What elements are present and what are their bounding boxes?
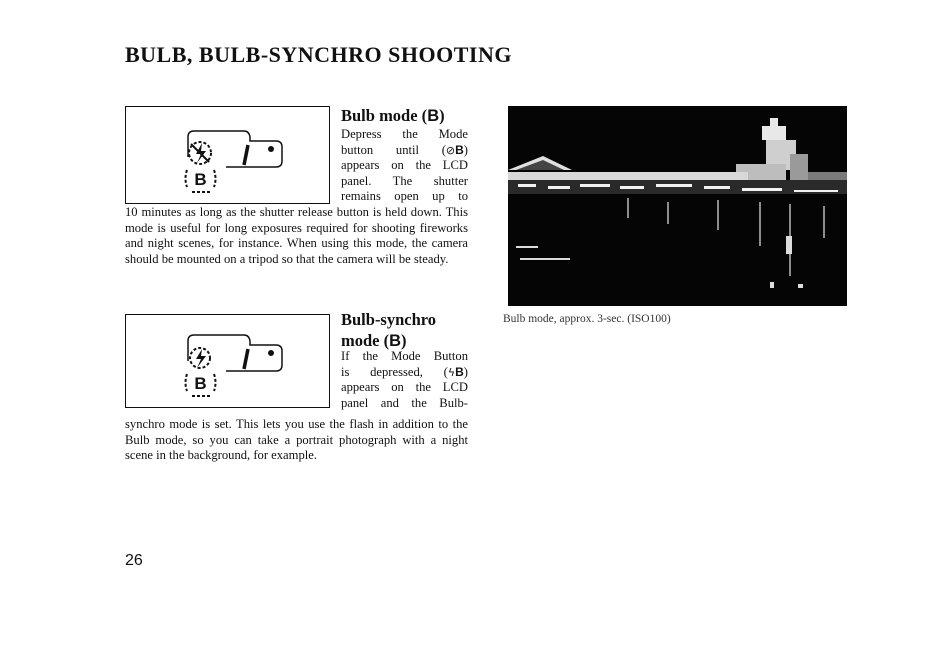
page-number: 26 (125, 552, 143, 569)
text-line: panel and the Bulb- (341, 395, 468, 410)
photo-caption: Bulb mode, approx. 3-sec. (ISO100) (503, 313, 671, 325)
flash-off-icon (189, 142, 211, 164)
lcd-panel-bulb (125, 106, 330, 204)
bulb-synchro-description: synchro mode is set. This lets you use the flash in addition to the Bulb mode, so you can take a portrait photograph with a night scene in the background, for example. (125, 417, 468, 463)
lcd-b-label: B (194, 374, 207, 393)
page-title: BULB, BULB-SYNCHRO SHOOTING (125, 42, 512, 67)
lcd-digit-one (244, 349, 274, 369)
bulb-synchro-heading: Bulb-synchro mode (B) (341, 310, 437, 350)
lcd-b-label: B (194, 170, 207, 189)
text-line: is depressed, (ϟB) (341, 364, 468, 379)
shoreline-lights (508, 172, 748, 180)
flash-off-icon: ⊘ (445, 143, 456, 157)
bulb-description: 10 minutes as long as the shutter release button is held down. This mode is useful for long exposures required for shooting fireworks and night scenes, for instance. When using this mode, the camera should be mounted on a tripod so that the camera will be steady. (125, 205, 468, 266)
text-line: remains open up to (341, 189, 468, 204)
text-line: button until (⊘B) (341, 142, 468, 157)
flash-icon (190, 348, 210, 368)
flash-icon: ϟ (447, 365, 456, 379)
bulb-synchro-right-text (341, 349, 468, 411)
lcd-digit-one (244, 145, 274, 165)
bulb-right-text (341, 127, 468, 205)
bulb-b-icon (186, 374, 216, 396)
text-line: appears on the LCD (341, 158, 468, 173)
bulb-mode-heading: Bulb mode (B) (341, 106, 445, 125)
text-line: Depress the Mode (341, 127, 468, 141)
night-scene-photo (508, 106, 847, 306)
bulb-b-icon (186, 170, 216, 192)
text-line: If the Mode Button (341, 349, 468, 363)
text-line: panel. The shutter (341, 173, 468, 188)
lcd-panel-bulb-synchro (125, 314, 330, 408)
text-line: appears on the LCD (341, 380, 468, 395)
